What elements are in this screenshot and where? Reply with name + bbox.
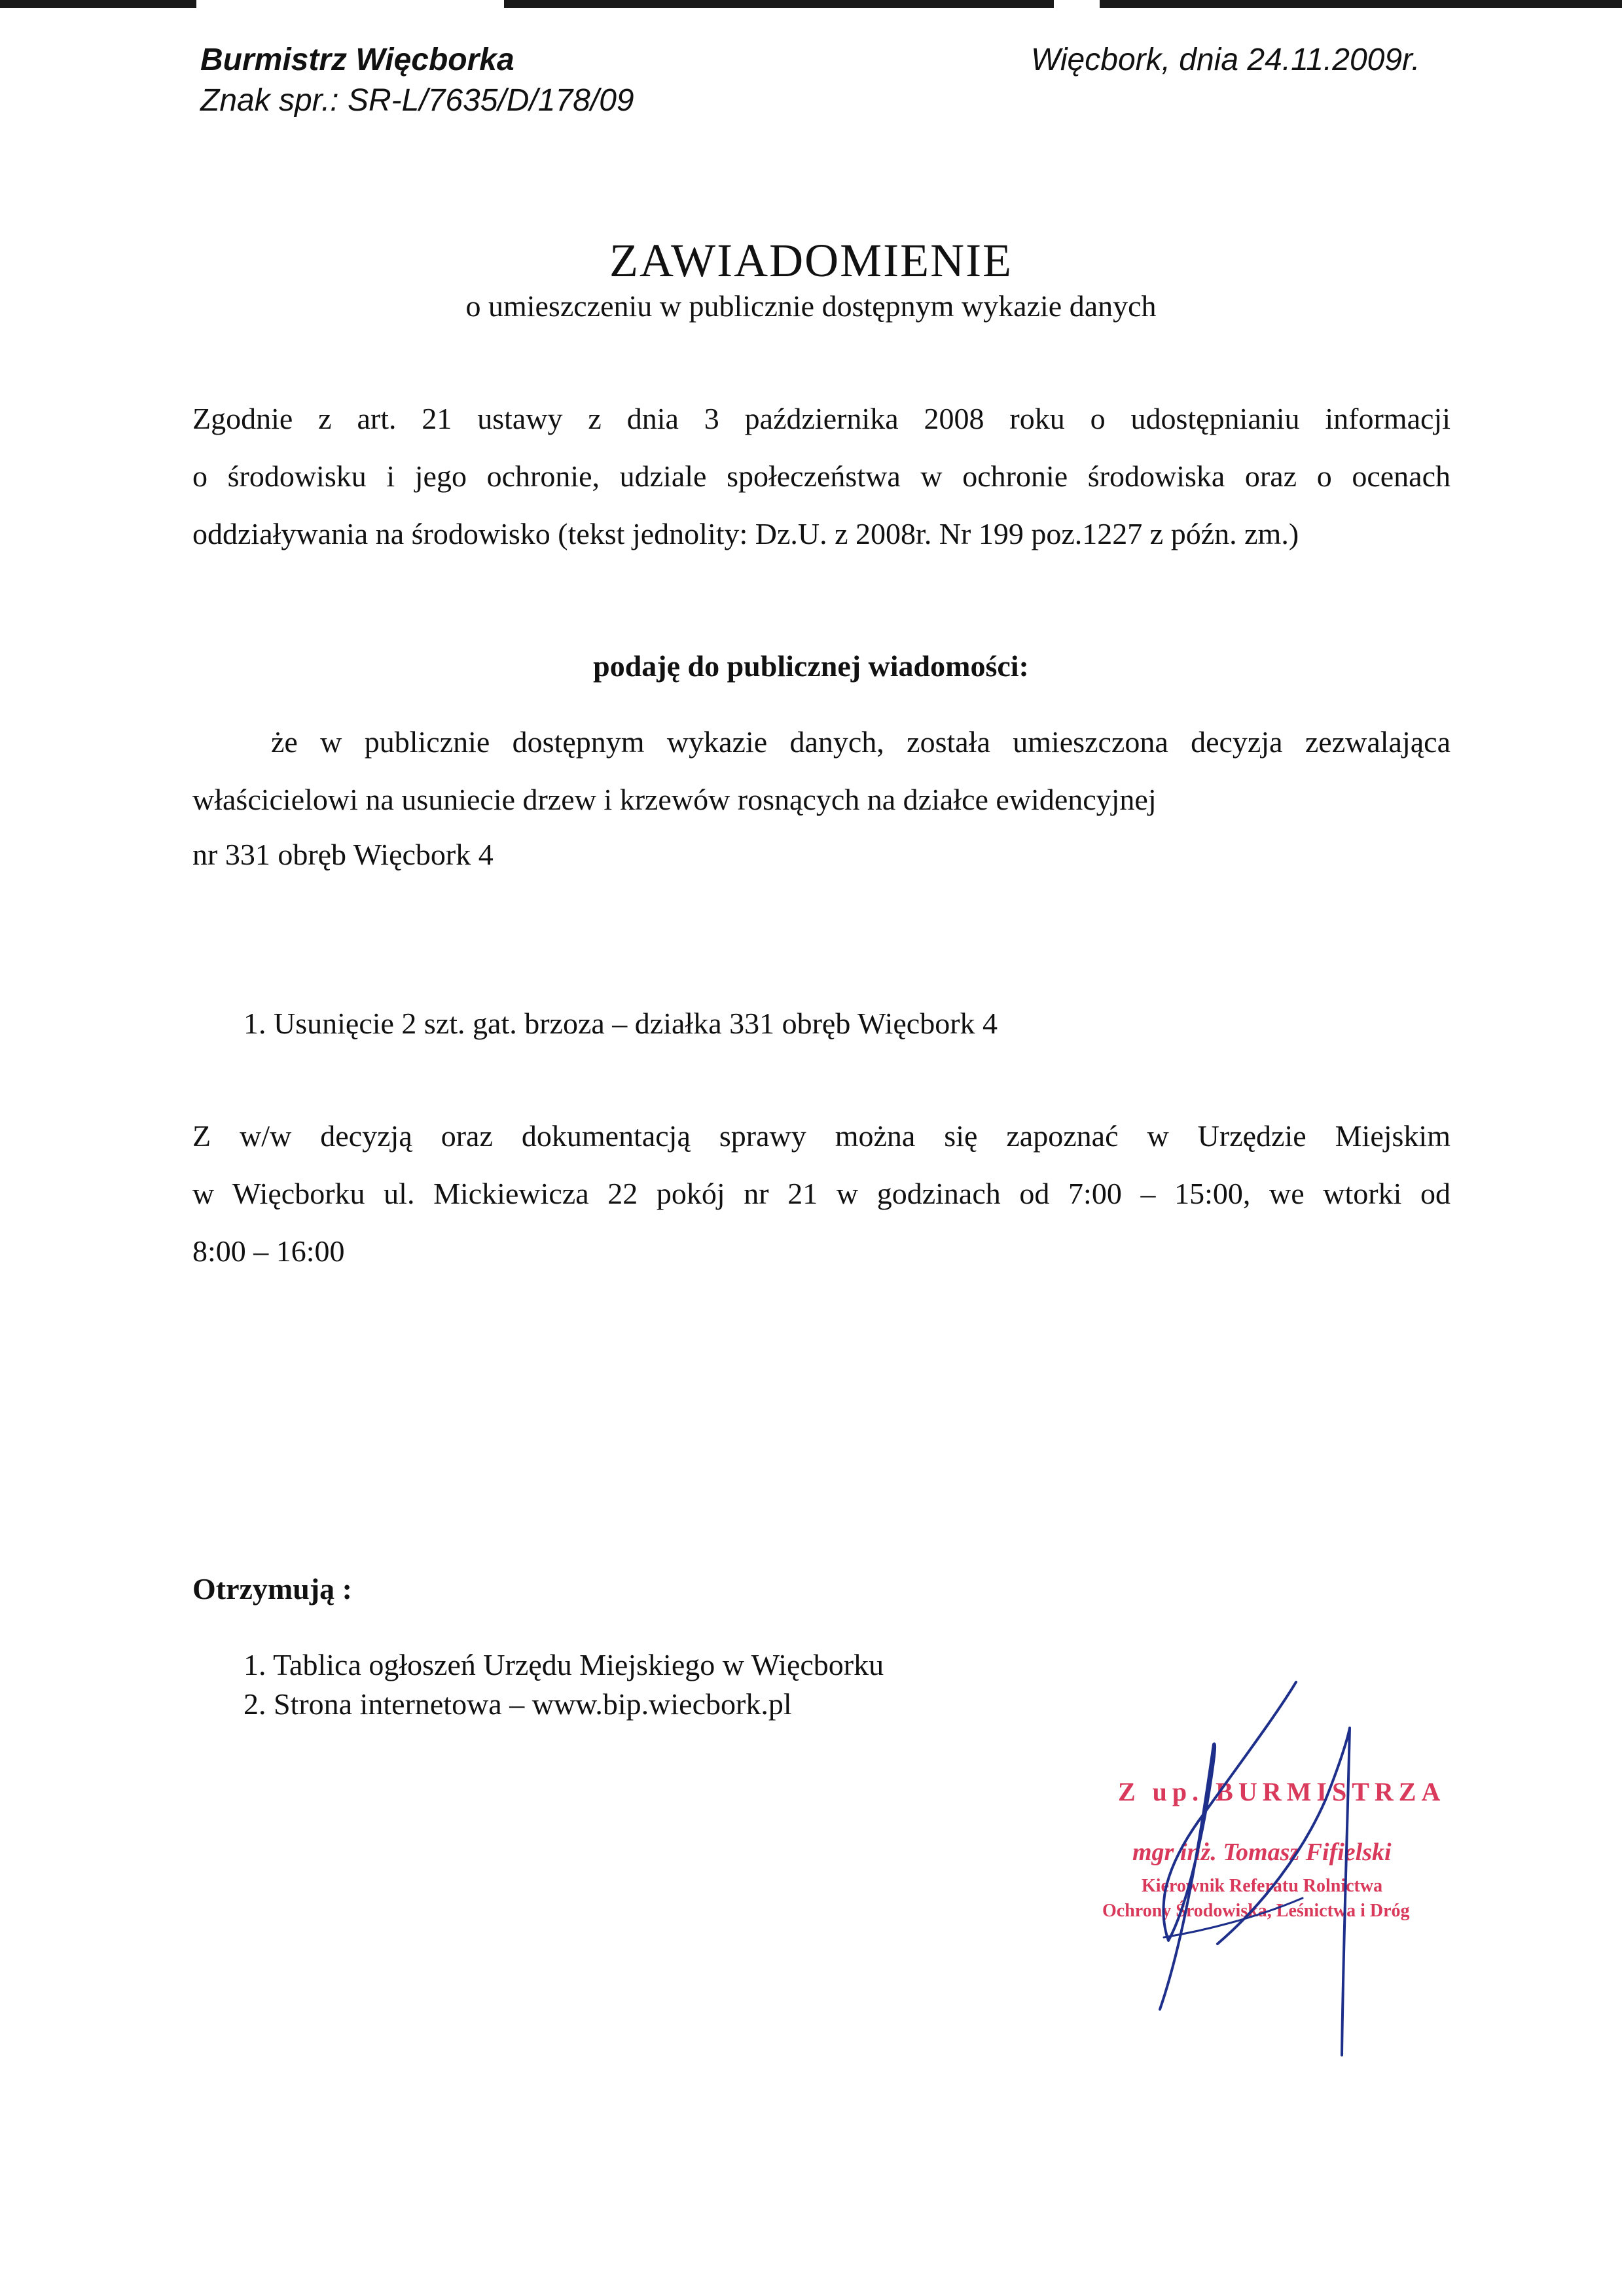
- paragraph-line: Z w/w decyzją oraz dokumentacją sprawy można się zapoznać w Urzędzie Miejskim: [192, 1119, 1451, 1153]
- list-item: 2. Strona internetowa – www.bip.wiecbork.pl: [243, 1687, 792, 1721]
- scan-edge-gap: [1054, 0, 1100, 8]
- issuing-authority: Burmistrz Więcborka: [200, 43, 514, 77]
- paragraph-line: oddziaływania na środowisko (tekst jednolity: Dz.U. z 2008r. Nr 199 poz.1227 z późn. zm.): [192, 517, 1299, 550]
- scan-edge-gap: [196, 0, 504, 8]
- stamp-line: Kierownik Referatu Rolnictwa: [1142, 1876, 1383, 1896]
- recipients-heading: Otrzymują :: [192, 1572, 352, 1605]
- list-item: 1. Usunięcie 2 szt. gat. brzoza – działka 331 obręb Więcbork 4: [243, 1007, 998, 1040]
- handwritten-signature: [1087, 1676, 1453, 2081]
- paragraph-line: o środowisku i jego ochronie, udziale społeczeństwa w ochronie środowiska oraz o ocenach: [192, 459, 1451, 493]
- case-reference: Znak spr.: SR-L/7635/D/178/09: [200, 83, 634, 118]
- paragraph-line: 8:00 – 16:00: [192, 1234, 345, 1268]
- stamp-line: Z up. BURMISTRZA: [1118, 1777, 1446, 1806]
- list-item: 1. Tablica ogłoszeń Urzędu Miejskiego w Więcborku: [243, 1648, 884, 1681]
- paragraph-line: właścicielowi na usuniecie drzew i krzewów rosnących na działce ewidencyjnej: [192, 783, 1157, 816]
- stamp-line: Ochrony Środowiska, Leśnictwa i Dróg: [1102, 1901, 1410, 1921]
- place-and-date: Więcbork, dnia 24.11.2009r.: [1031, 43, 1420, 77]
- document-subtitle: o umieszczeniu w publicznie dostępnym wykazie danych: [465, 289, 1157, 323]
- announcement-heading: podaję do publicznej wiadomości:: [593, 649, 1029, 683]
- document-title: ZAWIADOMIENIE: [609, 234, 1013, 287]
- paragraph-line: nr 331 obręb Więcbork 4: [192, 838, 494, 871]
- paragraph-line: że w publicznie dostępnym wykazie danych, została umieszczona decyzja zezwalająca: [271, 725, 1451, 759]
- stamp-line: mgr inż. Tomasz Fifielski: [1132, 1839, 1392, 1866]
- paragraph-line: Zgodnie z art. 21 ustawy z dnia 3 października 2008 roku o udostępnianiu informacji: [192, 402, 1451, 435]
- paragraph-line: w Więcborku ul. Mickiewicza 22 pokój nr 21 w godzinach od 7:00 – 15:00, we wtorki od: [192, 1177, 1451, 1210]
